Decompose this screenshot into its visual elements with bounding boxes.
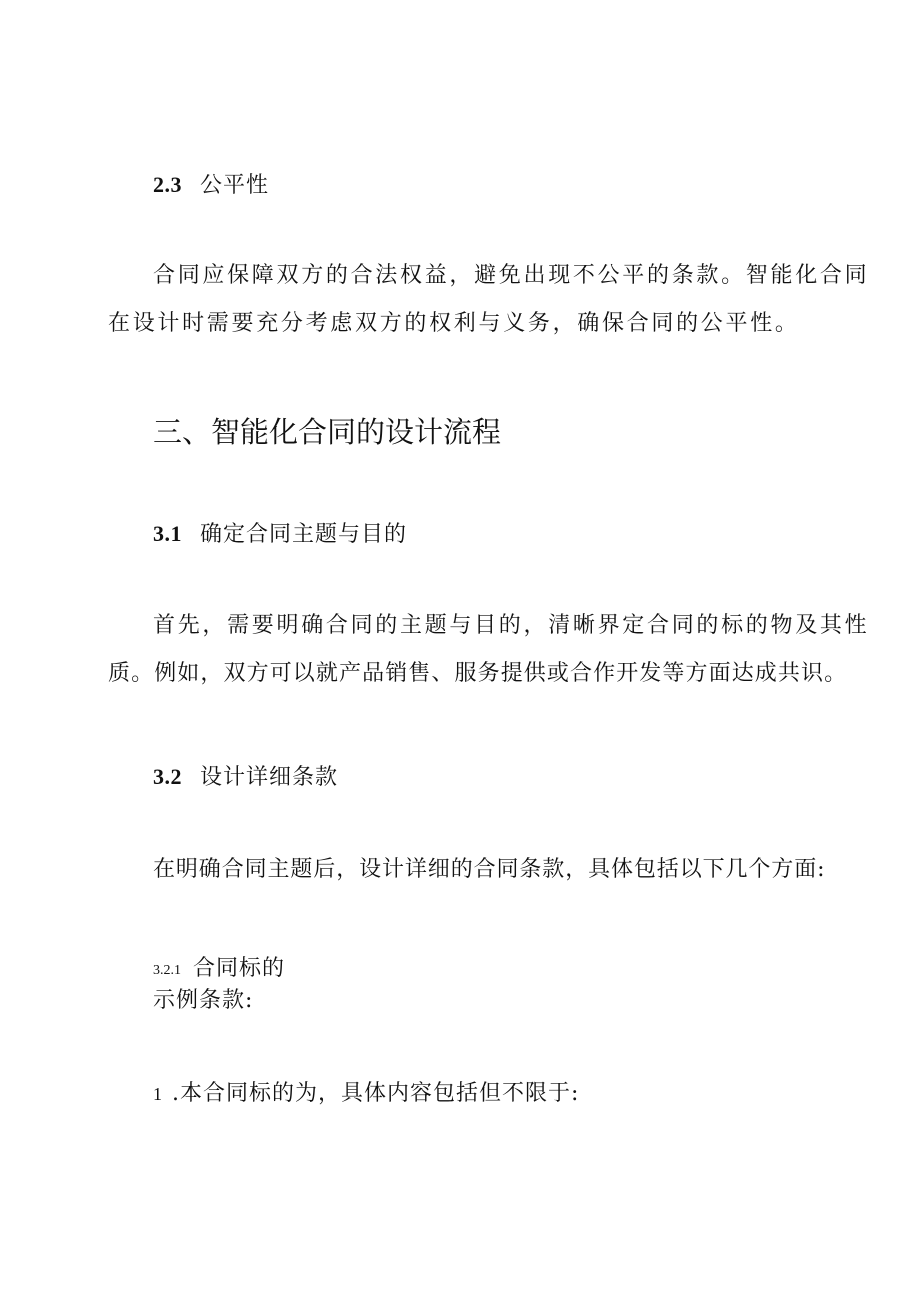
sample-clause-label: 示例条款: [153,988,254,1013]
chapter-heading: 三、智能化合同的设计流程 [153,415,502,449]
section-title: 设计详细条款 [200,765,339,790]
paragraph-line: 质。例如，双方可以就产品销售、服务提供或合作开发等方面达成共识。 [108,661,848,686]
section-title: 确定合同主题与目的 [200,522,408,547]
list-item-text: .本合同标的为，具体内容包括但不限于: [172,1081,580,1106]
section-title: 公平性 [200,173,270,198]
section-number: 2.3 [153,172,182,197]
section-heading-3-2 [153,763,338,792]
section-heading-2-3 [153,171,269,200]
section-heading-3-1 [153,520,407,549]
paragraph-line: 在明确合同主题后，设计详细的合同条款，具体包括以下几个方面: [153,857,826,882]
list-item [153,1080,579,1109]
section-number: 3.1 [153,521,182,546]
subsection-heading-3-2-1 [153,955,285,985]
paragraph-line: 在设计时需要充分考虑双方的权利与义务，确保合同的公平性。 [108,311,800,336]
paragraph-line: 合同应保障双方的合法权益，避免出现不公平的条款。智能化合同 [153,263,870,288]
subsection-number: 3.2.1 [153,963,181,978]
section-number: 3.2 [153,764,182,789]
subsection-title: 合同标的 [193,956,286,981]
paragraph-line: 首先，需要明确合同的主题与目的，清晰界定合同的标的物及其性 [153,613,870,638]
list-item-number: 1 [153,1084,162,1104]
